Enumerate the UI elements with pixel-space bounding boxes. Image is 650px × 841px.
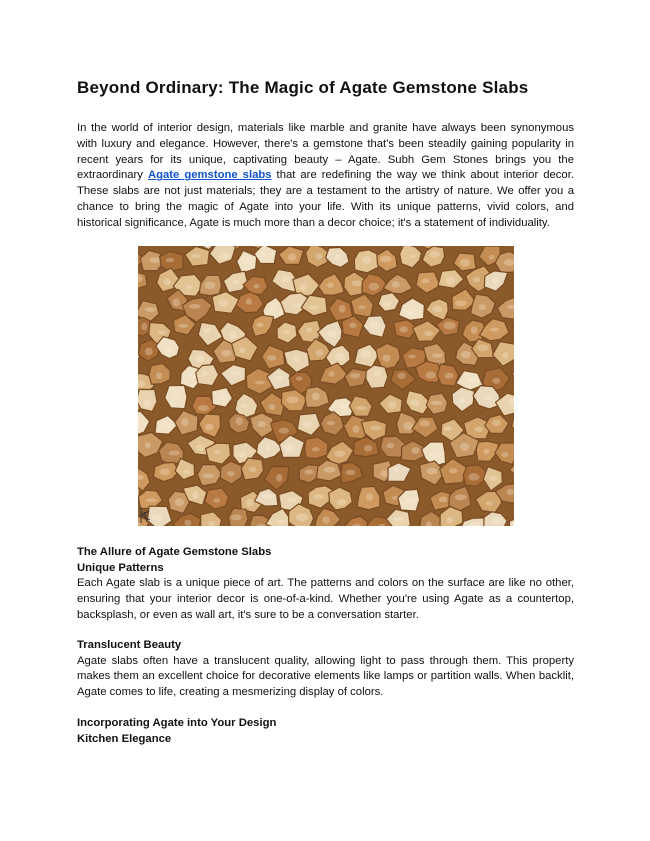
agate-stone-highlight bbox=[198, 405, 209, 411]
agate-stone-highlight bbox=[258, 421, 267, 427]
agate-stone-highlight bbox=[349, 323, 356, 328]
agate-stone-highlight bbox=[284, 445, 295, 452]
agate-stone-highlight bbox=[236, 452, 246, 457]
agate-stone-highlight bbox=[490, 328, 499, 332]
agate-stone-highlight bbox=[444, 322, 456, 330]
agate-stone-highlight bbox=[412, 447, 420, 454]
agate-stone-highlight bbox=[444, 373, 453, 379]
agate-stone-highlight bbox=[358, 305, 366, 309]
agate-stone-highlight bbox=[461, 351, 471, 359]
agate-stone-highlight bbox=[182, 418, 189, 426]
agate-stone-highlight bbox=[366, 493, 373, 500]
agate-stone-highlight bbox=[492, 419, 501, 426]
translucent-section bbox=[77, 638, 574, 701]
agate-stone-highlight bbox=[157, 331, 165, 335]
agate-stone-highlight bbox=[230, 331, 237, 339]
agate-stone-highlight bbox=[314, 495, 325, 499]
agate-stone-highlight bbox=[410, 400, 420, 407]
agate-stone-highlight bbox=[253, 284, 259, 289]
agate-stone-highlight bbox=[156, 372, 162, 379]
agate-stone-highlight bbox=[361, 350, 371, 358]
agate-stone-highlight bbox=[287, 396, 299, 403]
agate-stone-highlight bbox=[369, 283, 379, 291]
agate-stone-highlight bbox=[145, 442, 151, 448]
agate-stone-highlight bbox=[246, 298, 252, 304]
agate-stone-highlight bbox=[322, 517, 329, 524]
agate-stone-highlight bbox=[380, 256, 392, 263]
agate-stone-highlight bbox=[408, 355, 415, 359]
agate-stone-highlight bbox=[189, 374, 196, 379]
agate-stone-highlight bbox=[443, 426, 452, 431]
agate-stone-highlight bbox=[296, 376, 303, 380]
agate-stone-highlight bbox=[312, 392, 320, 400]
agate-stone-highlight bbox=[460, 259, 471, 267]
agate-stone-highlight bbox=[334, 450, 345, 457]
agate-stone-highlight bbox=[407, 498, 416, 504]
agate-slabs-link[interactable]: Agate gemstone slabs bbox=[147, 169, 272, 182]
agate-stone-highlight bbox=[262, 494, 274, 499]
agate-stone-highlight bbox=[339, 403, 347, 409]
agate-stone-highlight bbox=[484, 395, 494, 400]
agate-stone-highlight bbox=[293, 356, 299, 362]
agate-stone-highlight bbox=[324, 467, 336, 473]
agate-stone-highlight bbox=[239, 347, 245, 353]
translucent-beauty-paragraph: Agate slabs often have a translucent quality, allowing light to pass through them. This property makes them an excellent choice for decorative elements like lamps or partition walls. When backlit, Agate comes to life, creating a mesmerizing display of colors. bbox=[77, 654, 574, 699]
intro-text-after-link: that are redefining the way we think about interior decor. These slabs are not just materials; they are a testament to the artistry of nature. We offer you a chance to bring the magic of Agate into your life. With its unique patterns, vivid colors, and historical significance, Agate is much more than a decor choice; it's a statement of individuality. bbox=[77, 169, 574, 229]
agate-stone-highlight bbox=[186, 286, 192, 290]
agate-stone-highlight bbox=[410, 254, 416, 258]
agate-stone-highlight bbox=[276, 474, 282, 482]
agate-stone-highlight bbox=[149, 257, 160, 263]
agate-stone-highlight bbox=[166, 258, 175, 262]
unique-patterns-heading: Unique Patterns bbox=[77, 561, 164, 574]
agate-stone-highlight bbox=[232, 280, 239, 285]
agate-stone-highlight bbox=[256, 323, 264, 328]
agate-stone-highlight bbox=[383, 301, 392, 307]
agate-stone-highlight bbox=[165, 348, 173, 354]
agate-stone-highlight bbox=[141, 323, 147, 331]
agate-stone-highlight bbox=[312, 447, 320, 451]
agate-stone-highlight bbox=[430, 251, 439, 258]
agate-stone-highlight bbox=[231, 514, 242, 520]
agate-stone-highlight bbox=[335, 353, 345, 361]
agate-stone-highlight bbox=[400, 326, 408, 332]
agate-stone-highlight bbox=[279, 428, 289, 434]
agate-stone-highlight bbox=[160, 423, 171, 429]
agate-stone-highlight bbox=[232, 371, 241, 375]
agate-stone-highlight bbox=[287, 498, 297, 502]
agate-stone-highlight bbox=[326, 421, 335, 425]
agate-stone-highlight bbox=[455, 494, 467, 500]
agate-stone-highlight bbox=[242, 257, 252, 264]
agate-stone-highlight bbox=[255, 381, 266, 385]
agate-stone-highlight bbox=[491, 517, 502, 525]
agate-stone-highlight bbox=[397, 372, 405, 379]
incorporating-agate-heading: Incorporating Agate into Your Design bbox=[77, 717, 277, 729]
agate-stone-highlight bbox=[421, 279, 429, 284]
document-title: Beyond Ordinary: The Magic of Agate Gemstone Slabs bbox=[77, 78, 529, 97]
agate-slab-image bbox=[138, 246, 514, 526]
agate-stone-highlight bbox=[267, 355, 276, 360]
image-corner-mark-icon bbox=[139, 506, 153, 524]
agate-stone-highlight bbox=[292, 303, 303, 307]
agate-stone-highlight bbox=[350, 373, 360, 378]
agate-stone-highlight bbox=[196, 444, 204, 451]
agate-stone-highlight bbox=[427, 468, 438, 475]
agate-stone-highlight bbox=[144, 399, 152, 407]
agate-stone-highlight bbox=[288, 253, 296, 260]
agate-stone-highlight bbox=[507, 489, 514, 495]
agate-stone-highlight bbox=[215, 450, 221, 454]
translucent-beauty-heading: Translucent Beauty bbox=[77, 639, 182, 651]
agate-stone-highlight bbox=[392, 281, 400, 288]
agate-stone-highlight bbox=[504, 259, 514, 266]
agate-stone-highlight bbox=[467, 378, 478, 382]
agate-mosaic-svg bbox=[138, 246, 514, 526]
agate-stone-highlight bbox=[303, 421, 312, 428]
agate-stone-highlight bbox=[173, 395, 180, 399]
agate-stone-highlight bbox=[316, 350, 324, 356]
agate-stone-highlight bbox=[309, 305, 320, 309]
agate-stone-highlight bbox=[152, 515, 163, 522]
agate-stone-highlight bbox=[352, 280, 362, 286]
agate-stone-highlight bbox=[208, 521, 215, 526]
agate-stone-highlight bbox=[249, 467, 257, 473]
agate-stone-highlight bbox=[246, 499, 254, 507]
agate-stone-highlight bbox=[407, 309, 415, 316]
agate-stone-highlight bbox=[268, 307, 275, 311]
intro-text-before-link: In the world of interior design, materials like marble and granite have always been synonymous with luxury and elegance. However, there's a gemstone that's been steadily gaining popularity in recent years for its unique, captivating beauty – Agate. Subh Gem Stones brings you the extraordinary bbox=[77, 122, 574, 182]
incorporating-section bbox=[77, 716, 574, 747]
agate-stone-highlight bbox=[277, 520, 286, 524]
intro-paragraph bbox=[77, 121, 574, 232]
agate-stone-highlight bbox=[460, 443, 469, 451]
agate-stone-highlight bbox=[240, 404, 249, 408]
agate-stone-highlight bbox=[335, 254, 341, 261]
agate-stone-highlight bbox=[353, 425, 360, 433]
agate-stone-highlight bbox=[393, 517, 404, 521]
agate-stone-highlight bbox=[477, 345, 488, 352]
agate-stone-highlight bbox=[424, 331, 433, 336]
agate-stone-highlight bbox=[227, 471, 235, 476]
agate-stone-highlight bbox=[184, 470, 190, 474]
agate-stone-highlight bbox=[145, 348, 153, 356]
agate-stone-highlight bbox=[490, 476, 497, 482]
agate-stone-highlight bbox=[201, 371, 208, 376]
agate-stone-highlight bbox=[382, 355, 390, 362]
agate-stone-highlight bbox=[189, 304, 201, 309]
agate-stone-highlight bbox=[492, 378, 500, 384]
agate-stone-highlight bbox=[179, 324, 189, 328]
agate-stone-highlight bbox=[446, 276, 455, 284]
agate-stone-highlight bbox=[315, 253, 322, 260]
agate-stone-highlight bbox=[275, 376, 283, 381]
agate-stone-highlight bbox=[339, 305, 346, 313]
agate-stone-highlight bbox=[502, 452, 509, 457]
agate-stone-highlight bbox=[356, 406, 367, 410]
agate-stone-highlight bbox=[329, 371, 335, 377]
agate-stone-highlight bbox=[369, 322, 380, 330]
agate-stone-highlight bbox=[283, 330, 291, 334]
agate-stone-highlight bbox=[296, 513, 308, 521]
agate-stone-highlight bbox=[328, 330, 337, 338]
agate-stone-highlight bbox=[468, 473, 479, 481]
agate-stone-highlight bbox=[236, 417, 243, 425]
unique-patterns-paragraph: Each Agate slab is a unique piece of art. The patterns and colors on the surface are like no other, ensuring that your interior decor is one-of-a-kind. Whether you're using Agate as a countertop, backsplash, or even as wall art, it's sure to be a conversation starter. bbox=[77, 577, 574, 621]
agate-stone-highlight bbox=[213, 498, 220, 502]
agate-stone-highlight bbox=[217, 394, 227, 401]
agate-stone-highlight bbox=[447, 517, 453, 524]
agate-stone-highlight bbox=[221, 350, 232, 357]
agate-stone-highlight bbox=[486, 501, 493, 506]
agate-stone-highlight bbox=[173, 298, 180, 306]
agate-stone-highlight bbox=[432, 306, 442, 312]
agate-stone-highlight bbox=[281, 276, 290, 283]
agate-stone-highlight bbox=[192, 491, 199, 499]
agate-stone-highlight bbox=[337, 499, 346, 506]
agate-stone-highlight bbox=[260, 253, 266, 257]
agate-stone-highlight bbox=[175, 498, 184, 506]
agate-stone-highlight bbox=[184, 520, 191, 526]
allure-heading: The Allure of Agate Gemstone Slabs bbox=[77, 546, 272, 558]
agate-stone-highlight bbox=[471, 326, 478, 334]
agate-stone-highlight bbox=[146, 498, 157, 502]
allure-section bbox=[77, 545, 574, 623]
agate-stone-highlight bbox=[195, 355, 205, 363]
agate-stone-highlight bbox=[458, 397, 465, 403]
agate-stone-highlight bbox=[475, 427, 484, 432]
agate-stone-highlight bbox=[388, 401, 396, 409]
agate-stone-highlight bbox=[219, 252, 230, 259]
agate-stone-highlight bbox=[191, 254, 200, 258]
agate-stone-highlight bbox=[449, 468, 458, 473]
agate-stone-highlight bbox=[419, 420, 430, 427]
agate-stone-highlight bbox=[425, 372, 435, 379]
agate-stone-highlight bbox=[218, 299, 228, 307]
agate-stone-highlight bbox=[205, 424, 213, 431]
agate-stone-highlight bbox=[489, 255, 495, 260]
agate-stone-highlight bbox=[204, 282, 215, 289]
agate-stone-highlight bbox=[169, 451, 180, 456]
agate-stone-highlight bbox=[145, 307, 157, 312]
kitchen-elegance-heading: Kitchen Elegance bbox=[77, 732, 172, 745]
agate-stone-highlight bbox=[364, 445, 373, 452]
agate-stone-highlight bbox=[439, 497, 448, 503]
agate-stone-highlight bbox=[374, 370, 382, 377]
agate-stone-highlight bbox=[503, 352, 509, 359]
agate-stone-highlight bbox=[203, 474, 215, 478]
agate-stone-highlight bbox=[473, 277, 480, 282]
agate-stone-highlight bbox=[387, 443, 395, 448]
agate-stone-highlight bbox=[363, 256, 371, 263]
agate-stone-highlight bbox=[160, 468, 170, 475]
agate-stone-highlight bbox=[300, 283, 308, 291]
agate-stone-highlight bbox=[305, 470, 314, 475]
agate-stone-highlight bbox=[327, 283, 334, 288]
agate-stone-highlight bbox=[306, 327, 312, 333]
agate-stone-highlight bbox=[432, 353, 443, 357]
agate-stone-highlight bbox=[479, 304, 486, 310]
agate-stone-highlight bbox=[346, 470, 356, 475]
agate-stone-highlight bbox=[492, 277, 499, 284]
agate-stone-highlight bbox=[164, 278, 171, 285]
agate-stone-highlight bbox=[266, 444, 272, 450]
agate-stone-highlight bbox=[269, 404, 276, 410]
agate-stone-highlight bbox=[431, 401, 443, 405]
agate-stone-highlight bbox=[483, 449, 489, 454]
agate-stone-highlight bbox=[370, 426, 381, 430]
agate-stone-highlight bbox=[204, 329, 211, 334]
agate-stone-highlight bbox=[455, 300, 467, 306]
agate-stone-highlight bbox=[430, 451, 441, 459]
agate-stone-highlight bbox=[393, 467, 399, 473]
